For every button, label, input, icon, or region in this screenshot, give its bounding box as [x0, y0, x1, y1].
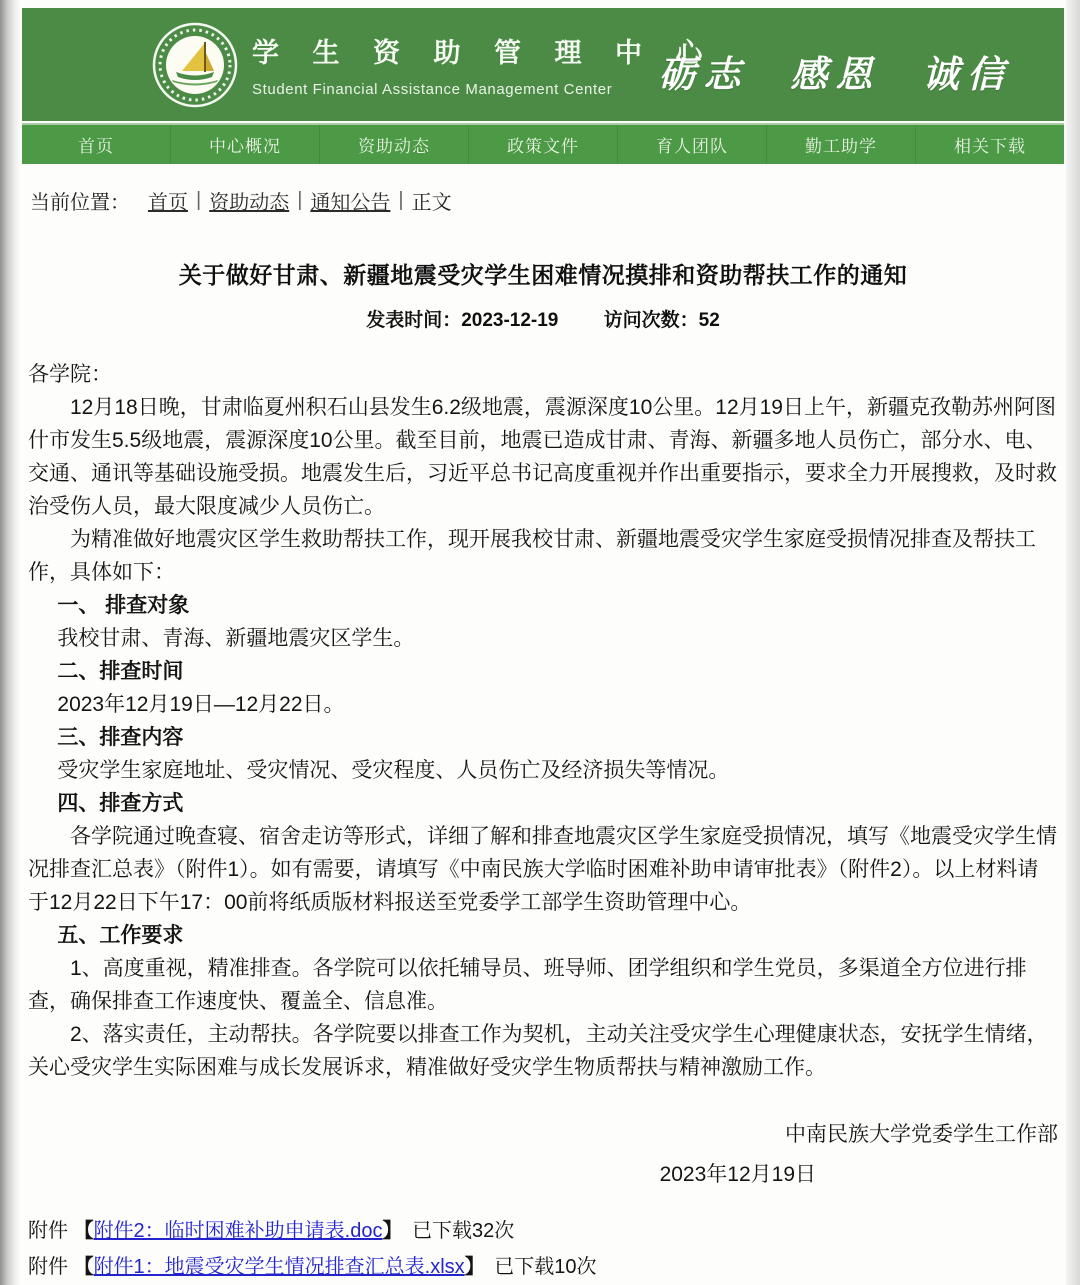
site-banner: [22, 8, 1064, 121]
bracket-close: 】: [382, 1220, 403, 1242]
signature-date: 2023年12月19日: [659, 1163, 816, 1186]
article-title: 关于做好甘肃、新疆地震受灾学生困难情况摸排和资助帮扶工作的通知: [178, 262, 908, 288]
publish-time: 发表时间：2023-12-19: [366, 310, 559, 331]
bracket-open: 【: [73, 1256, 94, 1278]
article-body: [22, 358, 1064, 1084]
breadcrumb-link-assistance-news[interactable]: 资助动态: [209, 192, 290, 214]
breadcrumb-separator: |: [196, 189, 202, 211]
attachment-link-survey-summary-table[interactable]: 附件1：地震受灾学生情况排查汇总表.xlsx: [93, 1256, 465, 1278]
banner-motto-calligraphy: 砺志 感恩 诚信: [658, 52, 1012, 96]
breadcrumb-link-notices[interactable]: 通知公告: [310, 192, 391, 214]
right-page-edge: [1066, 0, 1080, 1285]
attachment-row: [28, 1214, 1058, 1243]
paragraph-purpose: 为精准做好地震灾区学生救助帮扶工作，现开展我校甘肃、新疆地震受灾学生家庭受损情况排查及帮扶工作，具体如下：: [28, 528, 1036, 584]
article-meta: [22, 305, 1064, 332]
banner-titles: [252, 31, 716, 98]
attachment-link-application-form[interactable]: 附件2：临时困难补助申请表.doc: [93, 1220, 383, 1242]
nav-item-education-team[interactable]: 育人团队: [618, 125, 767, 164]
attachment-prefix: 附件: [28, 1220, 68, 1242]
breadcrumb-current: 正文: [411, 192, 452, 214]
heading-survey-content: 三、排查内容: [57, 726, 184, 749]
breadcrumb-separator: |: [398, 189, 404, 211]
paragraph-survey-time: 2023年12月19日—12月22日。: [57, 693, 345, 716]
breadcrumb-link-home[interactable]: 首页: [148, 192, 188, 214]
attachment-row: [28, 1250, 1058, 1279]
bracket-close: 】: [464, 1256, 485, 1278]
nav-item-center-overview[interactable]: 中心概况: [171, 125, 320, 164]
heading-survey-time: 二、排查时间: [57, 660, 184, 683]
nav-item-home[interactable]: 首页: [22, 125, 171, 164]
paragraph-survey-content: 受灾学生家庭地址、受灾情况、受灾程度、人员伤亡及经济损失等情况。: [57, 759, 730, 782]
nav-item-policy-documents[interactable]: 政策文件: [469, 125, 618, 164]
heading-survey-targets: 一、 排查对象: [57, 594, 190, 617]
paragraph-requirement-1: 1、高度重视，精准排查。各学院可以依托辅导员、班导师、团学组织和学生党员，多渠道全方位进行排查，确保排查工作速度快、覆盖全、信息准。: [28, 957, 1027, 1013]
download-count: 已下载10次: [494, 1256, 597, 1278]
left-page-edge: [0, 0, 20, 1285]
nav-item-assistance-news[interactable]: 资助动态: [320, 125, 469, 164]
visit-count: 访问次数：52: [603, 310, 720, 331]
attachments-section: [22, 1214, 1064, 1279]
center-title-en: Student Financial Assistance Management Center: [252, 81, 613, 98]
paragraph-salutation: 各学院：: [28, 363, 112, 386]
nav-item-downloads[interactable]: 相关下载: [954, 137, 1026, 156]
bracket-open: 【: [73, 1220, 94, 1242]
sailboat-logo-icon: [152, 22, 238, 108]
paragraph-requirement-2: 2、落实责任，主动帮扶。各学院要以排查工作为契机，主动关注受灾学生心理健康状态，安抚学生情绪，关心受灾学生实际困难与成长发展诉求，精准做好受灾学生物质帮扶与精神激励工作。: [28, 1023, 1048, 1079]
signature-department: 中南民族大学党委学生工作部: [785, 1123, 1058, 1146]
heading-work-requirements: 五、工作要求: [57, 924, 184, 947]
breadcrumb-separator: |: [297, 189, 303, 211]
paragraph-earthquake-info: 12月18日晚，甘肃临夏州积石山县发生6.2级地震，震源深度10公里。12月19日上午，新疆克孜勒苏州阿图什市发生5.5级地震，震源深度10公里。截至目前，地震已造成甘肃、青海、新疆多地人员伤亡，部分水、电、交通、通讯等基础设施受损。地震发生后，习近平总书记高度重视并作出重要指示，要求全力开展搜救，及时救治受伤人员，最大限度减少人员伤亡。: [28, 396, 1057, 518]
breadcrumb-label: 当前位置：: [30, 192, 130, 214]
attachment-prefix: 附件: [28, 1256, 68, 1278]
download-count: 已下载32次: [412, 1220, 515, 1242]
center-title-cn: 学 生 资 助 管 理 中 心: [252, 38, 716, 68]
paragraph-survey-method: 各学院通过晚查寝、宿舍走访等形式，详细了解和排查地震灾区学生家庭受损情况，填写《地震受灾学生情况排查汇总表》（附件1）。如有需要，请填写《中南民族大学临时困难补助申请审批表》（附件2）。以上材料请于12月22日下午17：00前将纸质版材料报送至党委学工部学生资助管理中心。: [28, 825, 1057, 914]
main-column: [22, 0, 1064, 1279]
heading-survey-method: 四、排查方式: [57, 792, 184, 815]
breadcrumb: [22, 164, 1064, 215]
paragraph-survey-targets: 我校甘肃、青海、新疆地震灾区学生。: [57, 627, 415, 650]
main-nav: [22, 123, 1064, 164]
nav-item-work-study[interactable]: 勤工助学: [767, 125, 916, 164]
center-logo: [152, 22, 238, 108]
